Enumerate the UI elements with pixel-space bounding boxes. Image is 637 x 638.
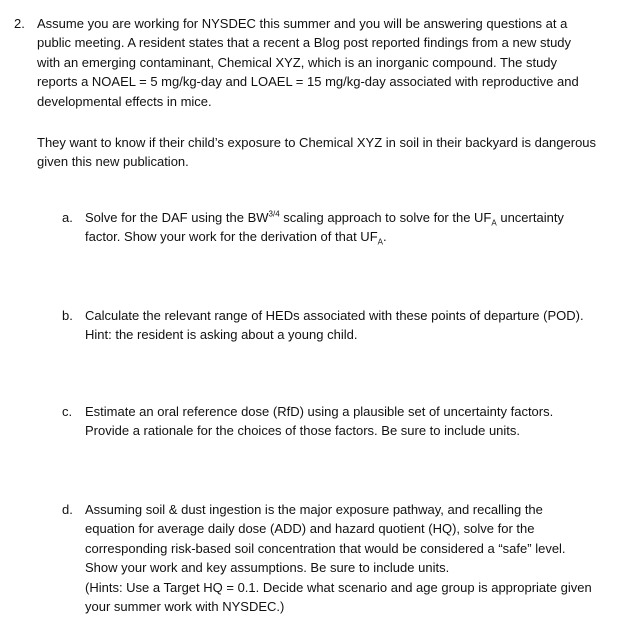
part-a-line-1 (85, 208, 620, 227)
text-run: uncertainty (496, 210, 564, 225)
question-ask (37, 133, 627, 172)
part-c-text (85, 402, 620, 441)
intro-line: with an emerging contaminant, Chemical XYZ, which is an inorganic compound. The study (37, 54, 558, 70)
part-c-letter: c. (62, 404, 73, 419)
part-a-line-2 (85, 227, 620, 246)
part-a-letter: a. (62, 210, 73, 225)
part-b-text (85, 306, 620, 345)
part-d-line: corresponding risk-based soil concentration that would be considered a “safe” level. (85, 540, 566, 556)
superscript: 3/4 (268, 209, 280, 219)
part-a-text (85, 208, 620, 247)
subscript: A (491, 218, 497, 228)
part-d-letter: d. (62, 502, 73, 517)
part-b-line: Calculate the relevant range of HEDs associated with these points of departure (POD). (85, 308, 584, 323)
subscript: A (377, 238, 383, 247)
part-c-line: Provide a rationale for the choices of those factors. Be sure to include units. (85, 423, 521, 439)
ask-line: given this new publication. (37, 154, 189, 170)
part-d-line: (Hints: Use a Target HQ = 0.1. Decide what scenario and age group is appropriate given (85, 579, 592, 595)
intro-line: public meeting. A resident states that a recent a Blog post reported findings from a new study (37, 35, 572, 51)
ask-line: They want to know if their child’s exposure to Chemical XYZ in soil in their backyard is dangerous (37, 135, 597, 150)
part-d-text (85, 500, 620, 616)
intro-line: reports a NOAEL = 5 mg/kg-day and LOAEL = 15 mg/kg-day associated with reproductive and (37, 74, 579, 90)
part-d-line: Show your work and key assumptions. Be sure to include units. (85, 560, 450, 576)
text-run: Solve for the DAF using the BW (85, 210, 269, 225)
part-d-line: equation for average daily dose (ADD) and hazard quotient (HQ), solve for the (85, 521, 535, 537)
intro-line: developmental effects in mice. (37, 93, 212, 109)
part-d-line: Assuming soil & dust ingestion is the major exposure pathway, and recalling the (85, 502, 543, 517)
part-b-letter: b. (62, 308, 73, 323)
intro-line: Assume you are working for NYSDEC this summer and you will be answering questions at a (37, 16, 568, 31)
text-run: scaling approach to solve for the UF (279, 210, 492, 225)
part-c-line: Estimate an oral reference dose (RfD) using a plausible set of uncertainty factors. (85, 404, 554, 419)
question-intro (37, 14, 627, 111)
question-number: 2. (14, 16, 25, 31)
text-run: factor. Show your work for the derivation of that UF (85, 229, 378, 245)
part-d-line: your summer work with NYSDEC.) (85, 599, 285, 615)
text-run: . (382, 229, 387, 245)
part-b-line: Hint: the resident is asking about a young child. (85, 327, 358, 343)
